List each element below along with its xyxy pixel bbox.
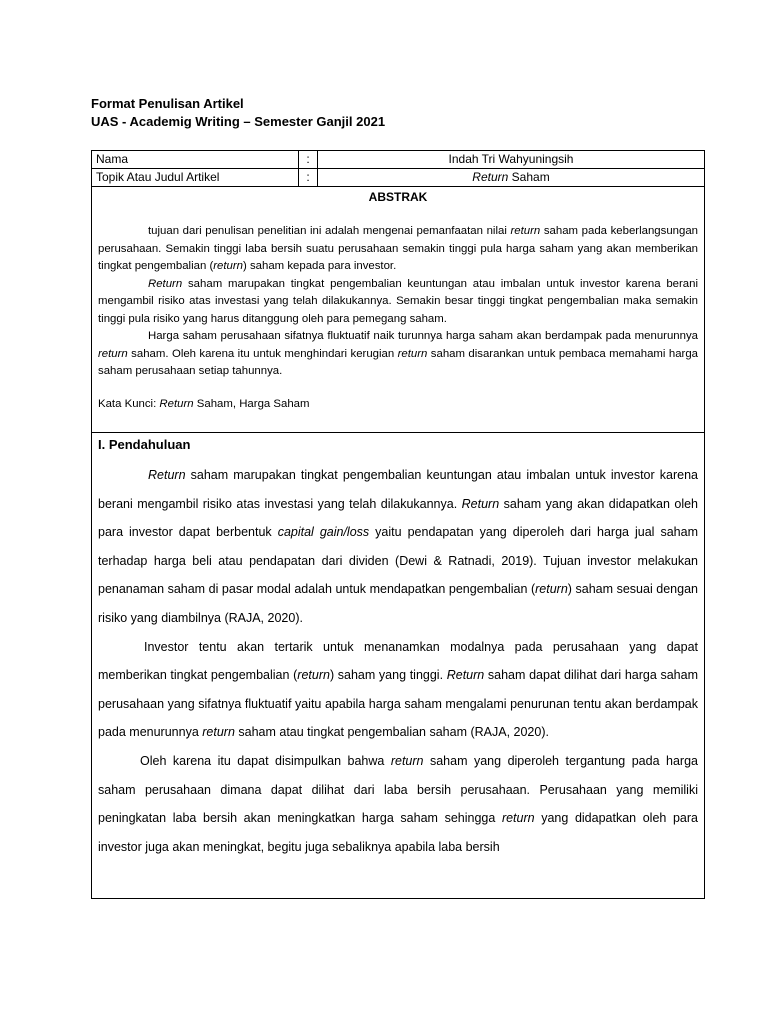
keywords-label: Kata Kunci:: [98, 397, 160, 410]
topic-italic: Return: [472, 170, 509, 184]
abstract-paragraph: [98, 223, 698, 276]
abstract-body: [92, 223, 704, 381]
name-label: Nama: [92, 151, 299, 169]
abstract-title: ABSTRAK: [368, 190, 428, 204]
italic-text: return: [535, 582, 568, 597]
italic-text: return: [390, 753, 424, 768]
text: Harga saham perusahaan sifatnya fluktuatif naik turunnya harga saham akan berdampak pada menurunnya: [148, 330, 698, 342]
topic-label: Topik Atau Judul Artikel: [92, 169, 299, 187]
italic-text: return: [510, 225, 541, 237]
italic-text: Return: [148, 468, 186, 482]
text: ) saham kepada para investor.: [243, 260, 397, 272]
text: saham dapat dilihat dari harga saham perusahaan yang sifatnya fluktuatif yaitu apabila harga saham mengalami penurunan tentu akan berdampak pada menurunnya: [98, 668, 698, 740]
name-value: Indah Tri Wahyuningsih: [318, 151, 705, 169]
table-row: [92, 151, 705, 169]
text: saham yang akan didapatkan oleh para investor dapat berbentuk: [98, 496, 699, 540]
body-paragraph: [98, 633, 698, 747]
text: saham marupakan tingkat pengembalian keuntungan atau imbalan untuk investor karena berani mengambil risiko atas investasi yang telah dilakukannya.: [98, 468, 698, 511]
body-paragraph: [98, 461, 698, 633]
text: saham yang diperoleh tergantung pada harga saham perusahaan dimana dapat dilihat dari laba bersih perusahaan. Perusahaan yang memiliki peningkatan laba bersih akan meningkatkan harga saham sehingga: [98, 753, 698, 826]
info-table: [91, 150, 705, 187]
italic-text: return: [501, 811, 535, 826]
text: ) saham sesuai dengan risiko yang diambilnya (RAJA, 2020).: [98, 582, 698, 625]
text: yang didapatkan oleh para investor juga akan meningkat, begitu juga sebaliknya apabila laba bersih: [98, 811, 698, 854]
text: saham. Oleh karena itu untuk menghindari kerugian: [127, 347, 398, 360]
italic-text: return: [202, 725, 235, 740]
text: saham disarankan untuk pembaca memahami harga saham perusahaan setiap tahunnya.: [98, 347, 698, 377]
text: tujuan dari penulisan penelitian ini adalah mengenai pemanfaatan nilai: [148, 225, 511, 237]
abstract-paragraph: [98, 276, 698, 329]
topic-value: [318, 169, 705, 187]
introduction-section: [91, 432, 705, 899]
table-row: [92, 169, 705, 187]
italic-text: return: [297, 668, 330, 683]
text: Oleh karena itu dapat disimpulkan bahwa: [140, 753, 391, 768]
course-heading: UAS - Academig Writing – Semester Ganjil 2021: [91, 114, 386, 129]
text: ) saham yang tinggi.: [329, 668, 447, 683]
text: Investor tentu akan tertarik untuk menanamkan modalnya pada perusahaan yang dapat memberikan tingkat pengembalian (: [98, 639, 698, 683]
italic-text: Return: [148, 277, 183, 290]
italic-text: Return: [159, 397, 194, 410]
italic-text: return: [98, 347, 128, 360]
text: yaitu pendapatan yang diperoleh dari harga jual saham terhadap harga beli atau pendapatan dari dividen (Dewi & Ratnadi, 2019). Tujuan investor melakukan penanaman saham di pasar modal adalah untuk mendapatkan pengembalian (: [98, 525, 698, 597]
introduction-body: [92, 461, 704, 861]
keywords: [92, 398, 704, 410]
abstract-section: [91, 186, 705, 433]
text: saham marupakan tingkat pengembalian keuntungan atau imbalan untuk investor karena berani mengambil risiko atas investasi yang telah dilakukannya. Semakin besar tinggi tingkat pengembalian maka semakin tinggi pula risiko yang harus ditanggung oleh para pemegang saham.: [98, 277, 698, 325]
italic-text: Return: [446, 668, 485, 683]
section-title: I. Pendahuluan: [98, 437, 191, 452]
text: saham atau tingkat pengembalian saham (RAJA, 2020).: [234, 725, 549, 740]
separator: :: [299, 169, 318, 187]
italic-text: Return: [461, 496, 500, 511]
italic-text: return: [213, 260, 244, 272]
format-heading: Format Penulisan Artikel: [91, 96, 244, 111]
italic-text: capital gain/loss: [277, 525, 370, 540]
body-paragraph: [98, 747, 698, 861]
abstract-paragraph: [98, 328, 698, 381]
text: saham pada keberlangsungan perusahaan. Semakin tinggi laba bersih suatu perusahaan semakin tinggi pula harga saham yang akan memberikan tingkat pengembalian (: [98, 225, 698, 272]
text: Saham, Harga Saham: [193, 397, 310, 410]
italic-text: return: [397, 347, 428, 360]
separator: :: [299, 151, 318, 169]
topic-rest: Saham: [508, 170, 550, 184]
